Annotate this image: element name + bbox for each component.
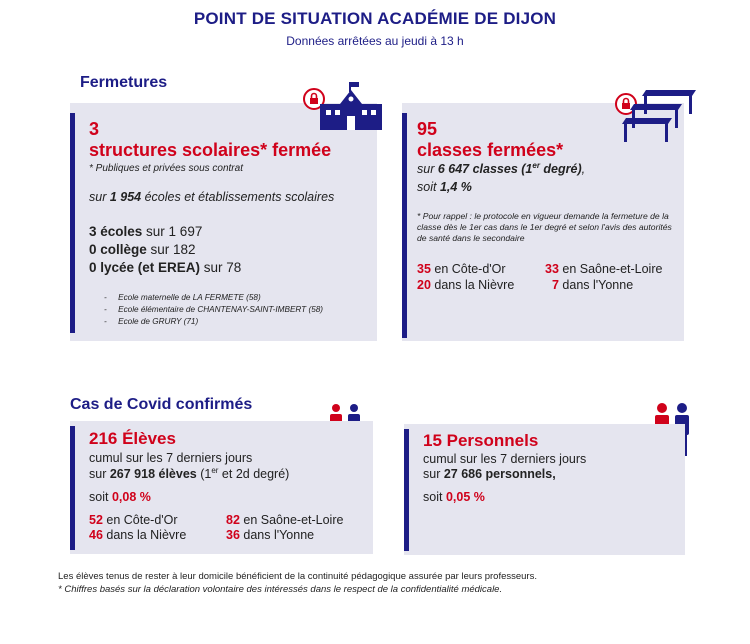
department-stat: 33 en Saône-et-Loire [545,262,663,276]
structures-row: 3 écoles sur 1 697 [89,224,203,239]
section-title-fermetures: Fermetures [80,74,168,91]
card-accent-bar [404,429,409,551]
eleves-line1: cumul sur les 7 derniers jours [89,451,253,465]
card-accent-bar [70,426,75,550]
card-eleves [70,421,373,554]
card-structures [70,103,377,341]
section-title-covid: Cas de Covid confirmés [70,396,253,413]
page-title: POINT DE SITUATION ACADÉMIE DE DIJON [193,9,557,28]
closed-schools-list [104,292,323,328]
card-accent-bar [402,113,407,338]
card-accent-bar [70,113,75,333]
structures-row: 0 collège sur 182 [89,242,196,257]
classes-total: sur 6 647 classes (1er degré), [417,161,586,177]
eleves-line2: sur 267 918 élèves (1er et 2d degré) [89,466,290,482]
footer-disclaimer: * Chiffres basés sur la déclaration volontaire des intéressés dans le respect de la confidentialité médicale. [58,584,503,595]
structures-row: 0 lycée (et EREA) sur 78 [89,260,242,275]
card-personnels [404,424,685,555]
structures-total: sur 1 954 écoles et établissements scolaires [89,190,335,204]
personnels-title: 15 Personnels [423,431,539,450]
department-stat: 36 dans l'Yonne [226,528,315,542]
classes-rate: soit 1,4 % [417,180,472,194]
personnels-line2: sur 27 686 personnels, [423,467,556,481]
classes-protocol-note: * Pour rappel : le protocole en vigueur demande la fermeture de la classe dès le 1er cas dans le 1er degré et selon l'avis des autorités de santé dans le secondaire [417,211,672,243]
structures-rows [89,223,241,277]
department-stat: 46 dans la Nièvre [89,528,187,542]
department-stat: 52 en Côte-d'Or [89,513,178,527]
structures-count: 3 [89,119,100,139]
list-item: - Ecole de GRURY (71) [104,317,199,326]
classes-count: 95 [417,119,438,139]
personnels-line1: cumul sur les 7 derniers jours [423,452,587,466]
page-subtitle: Données arrêtées au jeudi à 13 h [286,34,464,48]
eleves-title: 216 Élèves [89,429,176,448]
structures-label: structures scolaires* fermée [89,140,332,160]
department-stat: 20 dans la Nièvre [417,278,515,292]
personnels-rate: soit 0,05 % [423,490,485,504]
eleves-rate: soit 0,08 % [89,490,151,504]
department-stat: 7 dans l'Yonne [552,278,634,292]
footer-note: Les élèves tenus de rester à leur domicile bénéficient de la continuité pédagogique assurée par leurs professeurs. [58,571,537,582]
department-stat: 82 en Saône-et-Loire [226,513,344,527]
list-item: - Ecole maternelle de LA FERMETE (58) [104,293,261,302]
department-stat: 35 en Côte-d'Or [417,262,506,276]
school-building-icon [318,82,384,130]
classroom-desks-icon [620,84,700,142]
list-item: - Ecole élémentaire de CHANTENAY-SAINT-IMBERT (58) [104,305,324,314]
classes-label: classes fermées* [417,140,564,160]
structures-note: * Publiques et privées sous contrat [89,163,243,174]
